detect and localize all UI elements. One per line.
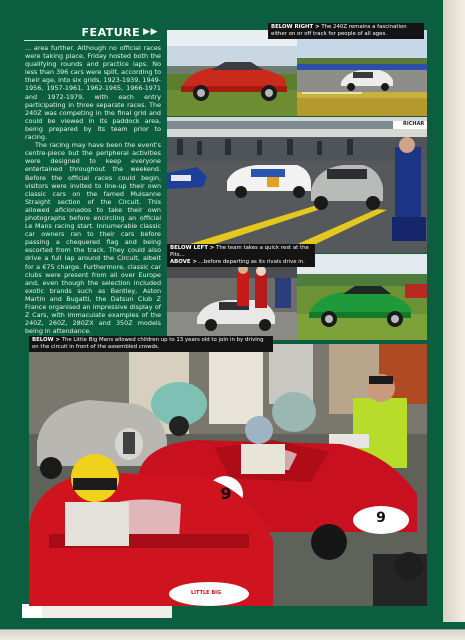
caption-below-right: [268, 23, 424, 39]
double-arrow-icon: ▶▶: [143, 27, 158, 37]
caption-lead: BELOW >: [32, 337, 60, 343]
caption-lead: BELOW RIGHT >: [271, 24, 320, 30]
caption-text: The Little Big Mans allowed children up to 13 years old to join in by driving on the circuit in front of the assembled crowds.: [32, 337, 264, 350]
footer-tab: [22, 604, 42, 618]
section-header: [81, 24, 158, 40]
caption-lead-2: ABOVE >: [170, 259, 197, 265]
banner-sign-text: RICHAR: [403, 121, 425, 127]
photo-pit-lane: [167, 117, 427, 253]
article-body: [25, 44, 161, 336]
caption-below-left: [167, 244, 315, 267]
race-number-left: 9: [220, 484, 232, 503]
page-edge-bottom: [0, 622, 465, 640]
photo-green-240z: [297, 254, 427, 340]
paragraph-2: The racing may have been the event's centre-piece but the peripheral activities were designed to keep everyone entertained throughout the weekend. Before the official races could begin, visitors were invited to line-up their own classic cars on the famed Mulsanne Straight section of the Circuit. This allowed aficionados to take their own photographs before encircling an official Le Mans racing start. Innumerable classic car owners ran to their cars before passing a chequered flag and being escorted from the track. They could also drive a full lap around the Circuit, albeit for a €75 charge. Furthermore, classic car clubs were present from all over Europe and, even though the selection included exotic brands such as Bentley, Aston Martin and Bugatti, the Datsun Club Z France organised an impressive display of Z Cars, with immaculate examples of the 240Z, 260Z, 280ZX and 350Z models being in attendance.: [25, 141, 161, 336]
footer-strip: [22, 604, 172, 618]
photo-little-big-mans: [29, 344, 427, 606]
race-number-right: 9: [376, 510, 386, 526]
page-edge-right: [443, 0, 465, 640]
caption-text: The 240Z remains a fascination either on or off track for people of all ages.: [271, 24, 407, 37]
photo-white-z-track: [297, 30, 427, 116]
section-label: FEATURE: [81, 25, 141, 39]
photo-red-240z: [167, 30, 297, 116]
paragraph-1: ... area further. Although no official races were taking place, Friday hosted both the qualifying rounds and practice laps. No less than 396 cars were split, according to their age, into six grids, 1923-1939, 1949-1956, 1957-1961, 1962-1965, 1966-1971 and 1972-1979, with each entry participating in three separate races. The 240Z was competing in the final grid and could be viewed in its paddock area, being prepared by its team prior to racing.: [25, 44, 161, 142]
header-rule: [24, 40, 160, 41]
caption-lead-1: BELOW LEFT >: [170, 245, 215, 251]
caption-below: [29, 336, 273, 352]
sticker-text: LITTLE BIG: [191, 590, 222, 596]
caption-text-2: ...before departing as its rivals drive in.: [196, 259, 305, 265]
caption-text-1: The team takes a quick rest at the Pits...: [170, 245, 309, 258]
